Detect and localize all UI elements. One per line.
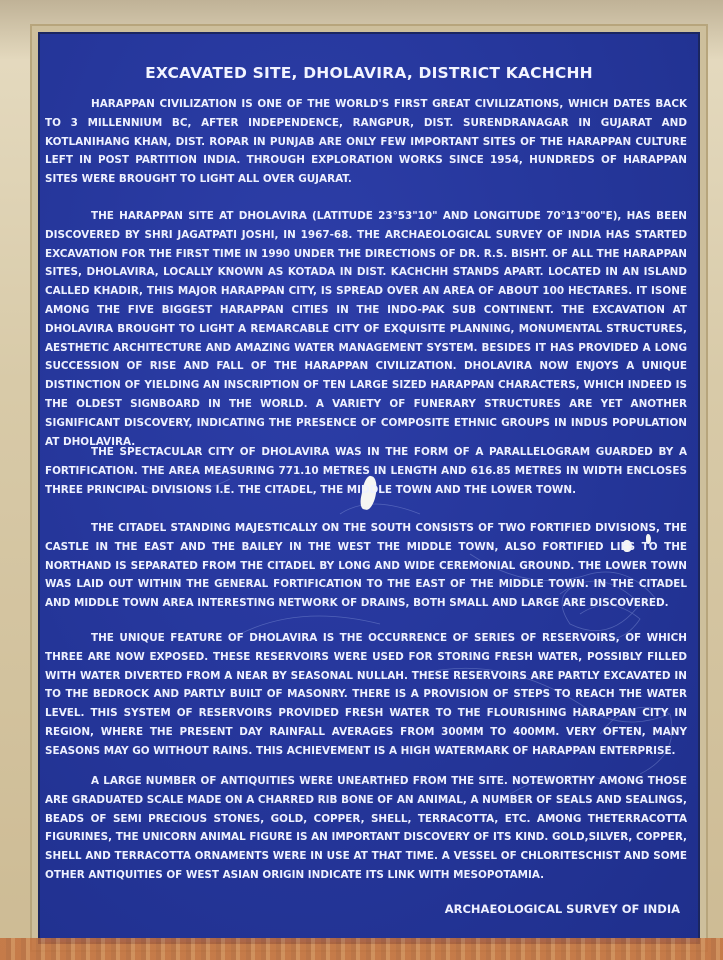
paragraph: THE HARAPPAN SITE AT DHOLAVIRA (LATITUDE 23°53"10" AND LONGITUDE 70°13"00"E), HAS BEEN DISCOVERED BY SHRI JAGATPATI JOSHI, IN 1967-68. THE ARCHAEOLOGICAL SURVEY OF INDIA HAS STARTED EXCAVATION FOR THE FIRST TIME IN 1990 UNDER THE DIRECTIONS OF DR. R.S. BISHT. OF ALL THE HARAPPAN SITES, DHOLAVIRA, LOCALLY KNOWN AS KOTADA IN DIST. KACHCHH STANDS APART. LOCATED IN AN ISLAND CALLED KHADIR, THIS MAJOR HARAPPAN CITY, IS SPREAD OVER AN AREA OF ABOUT 100 HECTARES. IT ISONE AMONG THE FIVE BIGGEST HARAPPAN CITIES IN THE INDO-PAK SUB CONTINENT. THE EXCAVATION AT DHOLAVIRA BROUGHT TO LIGHT A REMARCABLE CITY OF EXQUISITE PLANNING, MONUMENTAL STRUCTURES, AESTHETIC ARCHITECTURE AND AMAZING WATER MANAGEMENT SYSTEM. BESIDES IT HAS PROVIDED A LONG SUCCESSION OF RISE AND FALL OF THE HARAPPAN CIVILIZATION. DHOLAVIRA NOW ENJOYS A UNIQUE DISTINCTION OF YIELDING AN INSCRIPTION OF TEN LARGE SIZED HARAPPAN CHARACTERS, WHICH INDEED IS THE OLDEST SIGNBOARD IN THE WORLD. A VARIETY OF FUNERARY STRUCTURES ARE YET ANOTHER SIGNIFICANT DISCOVERY, INDICATING THE PRESENCE OF COMPOSITE ETHNIC GROUPS IN INDUS POPULATION AT DHOLAVIRA.	[45, 210, 687, 448]
paragraph: THE CITADEL STANDING MAJESTICALLY ON THE SOUTH CONSISTS OF TWO FORTIFIED DIVISIONS, THE CASTLE IN THE EAST AND THE BAILEY IN THE WEST THE MIDDLE TOWN, ALSO FORTIFIED LIES TO THE NORTHAND IS SEPARATED FROM THE CITADEL BY LONG AND WIDE CEREMONIAL GROUND. THE LOWER TOWN WAS LAID OUT WITHIN THE GENERAL FORTIFICATION TO THE EAST OF THE MIDDLE TOWN. IN THE CITADEL AND MIDDLE TOWN AREA INTERESTING NETWORK OF DRAINS, BOTH SMALL AND LARGE ARE DISCOVERED.	[45, 522, 687, 610]
paragraph: THE UNIQUE FEATURE OF DHOLAVIRA IS THE OCCURRENCE OF SERIES OF RESERVOIRS, OF WHICH THREE ARE NOW EXPOSED. THESE RESERVOIRS WERE USED FOR STORING FRESH WATER, POSSIBLY FILLED WITH WATER DIVERTED FROM A NEAR BY SEASONAL NULLAH. THESE RESERVOIRS ARE PARTLY EXCAVATED IN TO THE BEDROCK AND PARTLY BUILT OF MASONRY. THERE IS A PROVISION OF STEPS TO REACH THE WATER LEVEL. THIS SYSTEM OF RESERVOIRS PROVIDED FRESH WATER TO THE FLOURISHING HARAPPAN CITY IN REGION, WHERE THE PRESENT DAY RAINFALL AVERAGES FROM 300MM TO 400MM. VERY OFTEN, MANY SEASONS MAY GO WITHOUT RAINS. THIS ACHIEVEMENT IS A HIGH WATERMARK OF HARAPPAN ENTERPRISE.	[45, 632, 687, 757]
paragraph: A LARGE NUMBER OF ANTIQUITIES WERE UNEARTHED FROM THE SITE. NOTEWORTHY AMONG THOSE ARE GRADUATED SCALE MADE ON A CHARRED RIB BONE OF AN ANIMAL, A NUMBER OF SEALS AND SEALINGS, BEADS OF SEMI PRECIOUS STONES, GOLD, COPPER, SHELL, TERRACOTTA, ETC. AMONG THETERRACOTTA FIGURINES, THE UNICORN ANIMAL FIGURE IS AN IMPORTANT DISCOVERY OF ITS KIND. GOLD,SILVER, COPPER, SHELL AND TERRACOTTA ORNAMENTS WERE IN USE AT THAT TIME. A VESSEL OF CHLORITESCHIST AND SOME OTHER ANTIQUITIES OF WEST ASIAN ORIGIN INDICATE ITS LINK WITH MESOPOTAMIA.	[45, 775, 687, 881]
signboard-panel	[38, 32, 700, 944]
sign-title: EXCAVATED SITE, DHOLAVIRA, DISTRICT KACHCHH	[145, 64, 593, 82]
paragraph: HARAPPAN CIVILIZATION IS ONE OF THE WORLD'S FIRST GREAT CIVILIZATIONS, WHICH DATES BACK TO 3 MILLENNIUM BC, AFTER INDEPENDENCE, RANGPUR, DIST. SURENDRANAGAR IN GUJARAT AND KOTLANIHANG KHAN, DIST. ROPAR IN PUNJAB ARE ONLY FEW IMPORTANT SITES OF THE HARAPPAN CULTURE LEFT IN POST PARTITION INDIA. THROUGH EXPLORATION WORKS SINCE 1954, HUNDREDS OF HARAPPAN SITES WERE BROUGHT TO LIGHT ALL OVER GUJARAT.	[45, 98, 687, 186]
paragraph: THE SPECTACULAR CITY OF DHOLAVIRA WAS IN THE FORM OF A PARALLELOGRAM GUARDED BY A FORTIFICATION. THE AREA MEASURING 771.10 METRES IN LENGTH AND 616.85 METRES IN WIDTH ENCLOSES THREE PRINCIPAL DIVISIONS I.E. THE CITADEL, THE MIDDLE TOWN AND THE LOWER TOWN.	[45, 446, 687, 496]
signature: ARCHAEOLOGICAL SURVEY OF INDIA	[444, 902, 680, 916]
rusted-base	[0, 938, 723, 960]
